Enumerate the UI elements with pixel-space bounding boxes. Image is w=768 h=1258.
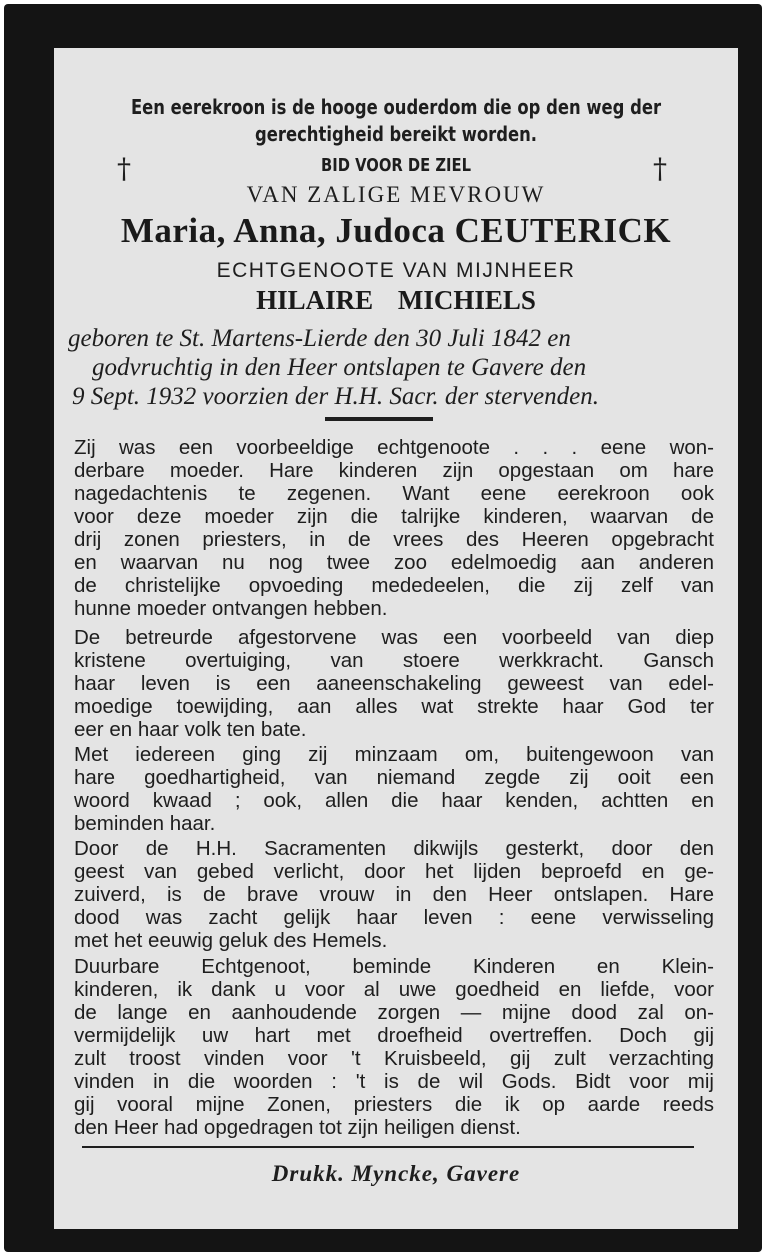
text-line: en waarvan nu nog twee zoo edelmoedig aan anderen — [74, 551, 714, 574]
deceased-name: Maria, Anna, Judoca CEUTERICK — [120, 211, 672, 250]
text-line: woord kwaad ; ook, allen die haar kenden, achtten en — [74, 789, 714, 812]
paragraph-4 — [74, 837, 714, 952]
epigraph-line-1: Een eerekroon is de hooge ouderdom die op den weg der — [130, 95, 662, 119]
text-line: Duurbare Echtgenoot, beminde Kinderen en Klein- — [74, 955, 714, 978]
text-line: zuiverd, is de brave vrouw in den Heer ontslapen. Hare — [74, 883, 714, 906]
text-line: beminden haar. — [74, 812, 216, 835]
text-line: moedige toewijding, aan alles wat strekte haar God ter — [74, 695, 714, 718]
cross-icon-left: † — [117, 152, 131, 185]
text-line: de lange en aanhoudende zorgen — mijne dood zal on- — [74, 1001, 714, 1024]
text-line: De betreurde afgestorvene was een voorbeeld van diep — [74, 626, 714, 649]
bid-voor-de-ziel: BID VOOR DE ZIEL — [320, 155, 472, 176]
text-line: vinden in die woorden : 't is de wil Gods. Bidt voor mij — [74, 1070, 714, 1093]
death-date-line: 9 Sept. 1932 voorzien der H.H. Sacr. der stervenden. — [72, 383, 599, 410]
text-line: haar leven is een aaneenschakeling geweest van edel- — [74, 672, 714, 695]
text-line: de christelijke opvoeding mededeelen, die zij zelf van — [74, 574, 714, 597]
text-line: hare goedhartigheid, van niemand zegde zij ooit een — [74, 766, 714, 789]
text-line: den Heer had opgedragen tot zijn heiligen dienst. — [74, 1116, 521, 1139]
text-line: nagedachtenis te zegenen. Want eene eerekroon ook — [74, 482, 714, 505]
text-line: gij vooral mijne Zonen, priesters die ik op aarde reeds — [74, 1093, 714, 1116]
text-line: derbare moeder. Hare kinderen zijn opgestaan om hare — [74, 459, 714, 482]
text-line: dood was zacht gelijk haar leven : eene verwisseling — [74, 906, 714, 929]
memorial-card — [4, 4, 762, 1252]
text-line: kinderen, ik dank u voor al uwe goedheid en liefde, voor — [74, 978, 714, 1001]
text-line: eer en haar volk ten bate. — [74, 718, 307, 741]
text-line: Zij was een voorbeeldige echtgenoote . . . eene won- — [74, 436, 714, 459]
footer-rule — [82, 1146, 694, 1148]
text-line: vermijdelijk uw hart met droefheid overtreffen. Doch gij — [74, 1024, 714, 1047]
paragraph-1 — [74, 436, 714, 620]
text-line: geest van gebed verlicht, door het lijden beproefd en ge- — [74, 860, 714, 883]
paragraph-2 — [74, 626, 714, 741]
spouse-intro: ECHTGENOOTE VAN MIJNHEER — [216, 259, 576, 282]
text-line: Met iedereen ging zij minzaam om, buitengewoon van — [74, 743, 714, 766]
text-line: zult troost vinden voor 't Kruisbeeld, gij zult verzachting — [74, 1047, 714, 1070]
printer-credit: Drukk. Myncke, Gavere — [271, 1161, 521, 1186]
text-line: Door de H.H. Sacramenten dikwijls gesterkt, door den — [74, 837, 714, 860]
epigraph-line-2: gerechtigheid bereikt worden. — [255, 122, 537, 146]
text-line: kristene overtuiging, van stoere werkkracht. Gansch — [74, 649, 714, 672]
van-zalige-mevrouw: VAN ZALIGE MEVROUW — [246, 182, 546, 207]
card-inner-panel — [54, 48, 738, 1229]
text-line: hunne moeder ontvangen hebben. — [74, 597, 388, 620]
divider-rule — [325, 417, 433, 421]
paragraph-3 — [74, 743, 714, 835]
cross-icon-right: † — [653, 152, 667, 185]
birth-date-line: geboren te St. Martens-Lierde den 30 Juli 1842 en — [68, 325, 571, 352]
text-line: voor deze moeder zijn die talrijke kinderen, waarvan de — [74, 505, 714, 528]
paragraph-5 — [74, 955, 714, 1139]
death-line: godvruchtig in den Heer ontslapen te Gavere den — [92, 354, 587, 381]
text-line: drij zonen priesters, in de vrees des Heeren opgebracht — [74, 528, 714, 551]
spouse-name: HILAIRE MICHIELS — [256, 285, 536, 315]
text-line: met het eeuwig geluk des Hemels. — [74, 929, 388, 952]
